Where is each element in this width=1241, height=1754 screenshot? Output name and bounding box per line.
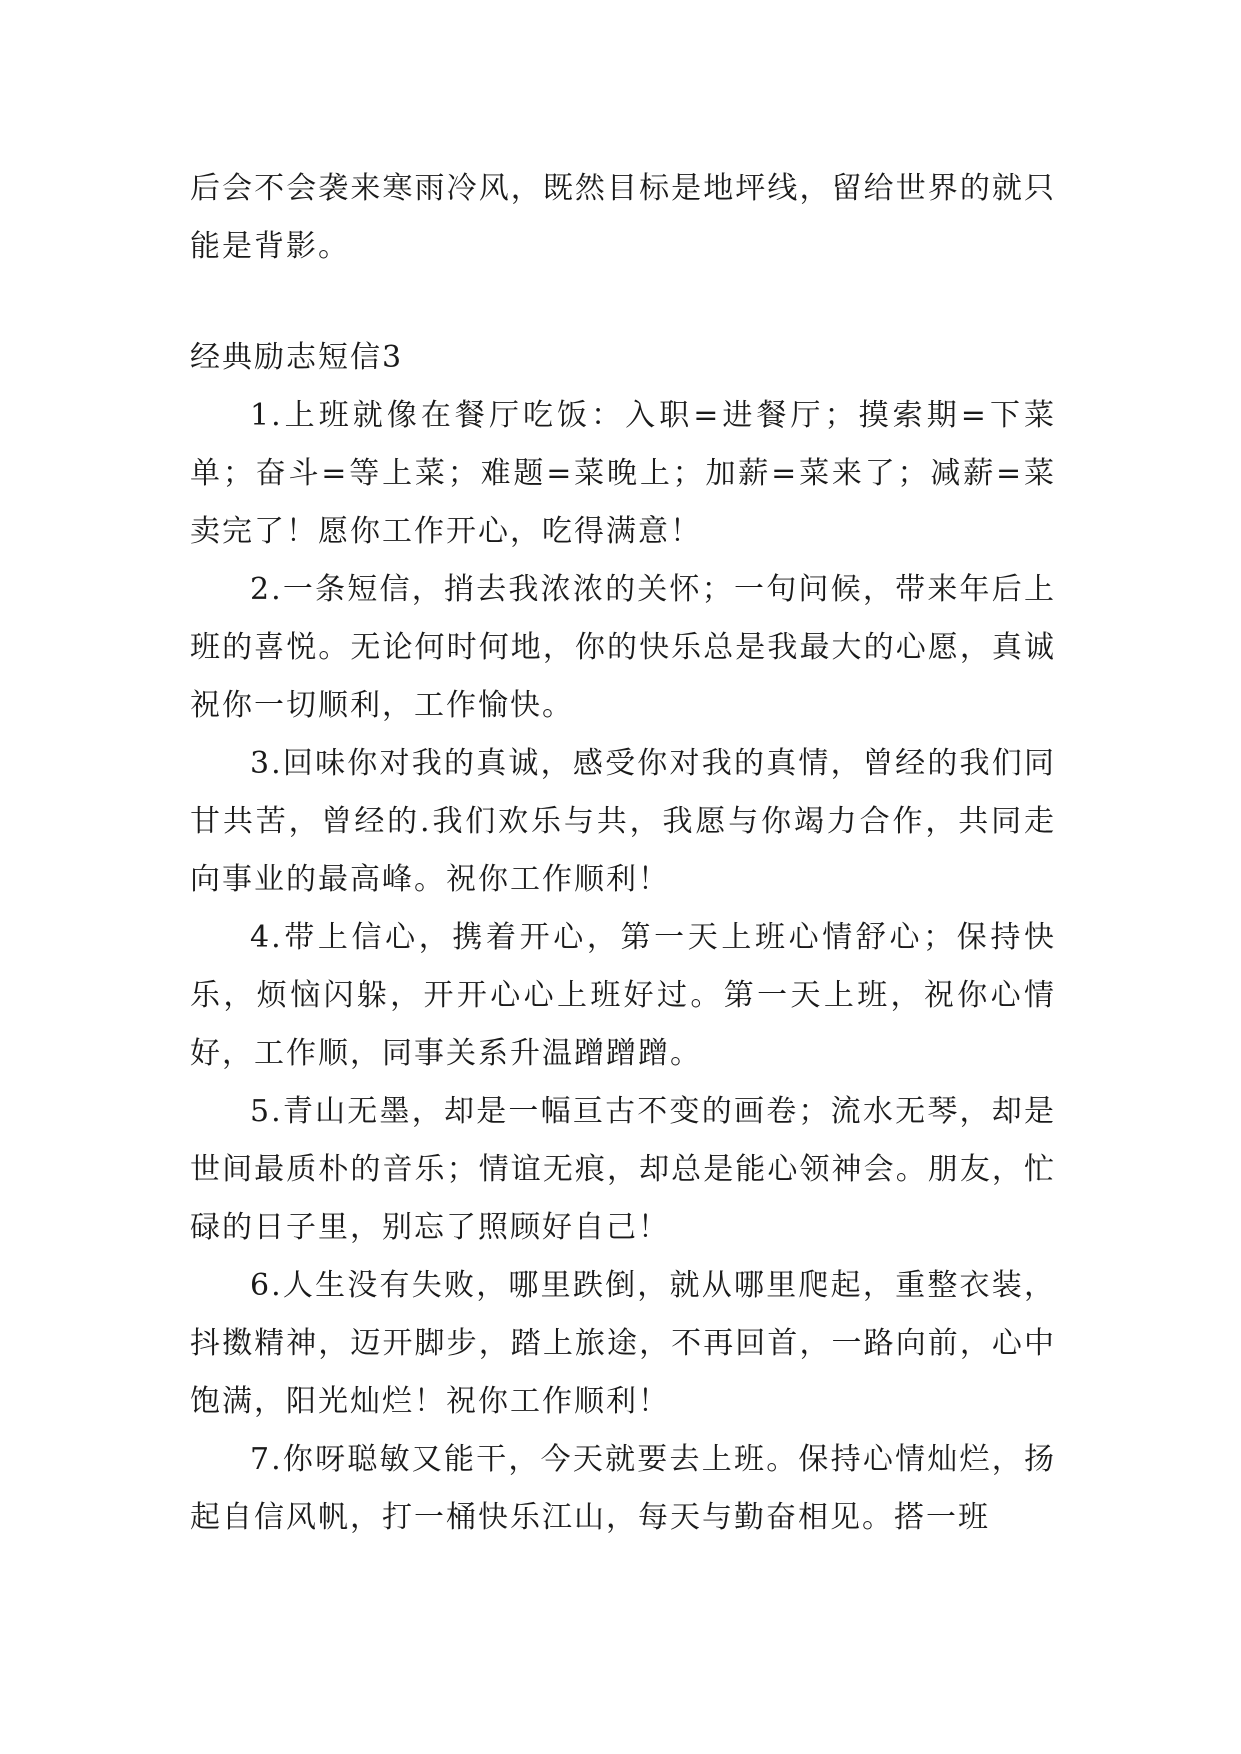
list-item: 6.人生没有失败，哪里跌倒，就从哪里爬起，重整衣装，抖擞精神，迈开脚步，踏上旅途，不再回首，一路向前，心中饱满，阳光灿烂！祝你工作顺利！ [190,1268,1056,1419]
list-item: 4.带上信心，携着开心，第一天上班心情舒心；保持快乐，烦恼闪躲，开开心心上班好过。第一天上班，祝你心情好，工作顺，同事关系升温蹭蹭蹭。 [190,920,1056,1071]
list-item: 1.上班就像在餐厅吃饭：入职=进餐厅；摸索期=下菜单；奋斗=等上菜；难题=菜晚上；加薪=菜来了；减薪=菜卖完了！愿你工作开心，吃得满意！ [190,398,1056,549]
list-item: 3.回味你对我的真诚，感受你对我的真情，曾经的我们同甘共苦，曾经的.我们欢乐与共，我愿与你竭力合作，共同走向事业的最高峰。祝你工作顺利！ [190,746,1056,897]
list-item: 2.一条短信，捎去我浓浓的关怀；一句问候，带来年后上班的喜悦。无论何时何地，你的快乐总是我最大的心愿，真诚祝你一切顺利，工作愉快。 [190,572,1056,723]
document-body [190,160,1056,1547]
intro-paragraph: 后会不会袭来寒雨冷风，既然目标是地坪线，留给世界的就只能是背影。 [190,171,1056,264]
list-item: 7.你呀聪敏又能干，今天就要去上班。保持心情灿烂，扬起自信风帆，打一桶快乐江山，每天与勤奋相见。搭一班 [190,1442,1056,1535]
section-heading: 经典励志短信3 [190,340,404,375]
list-item: 5.青山无墨，却是一幅亘古不变的画卷；流水无琴，却是世间最质朴的音乐；情谊无痕，却总是能心领神会。朋友，忙碌的日子里，别忘了照顾好自己！ [190,1094,1056,1245]
